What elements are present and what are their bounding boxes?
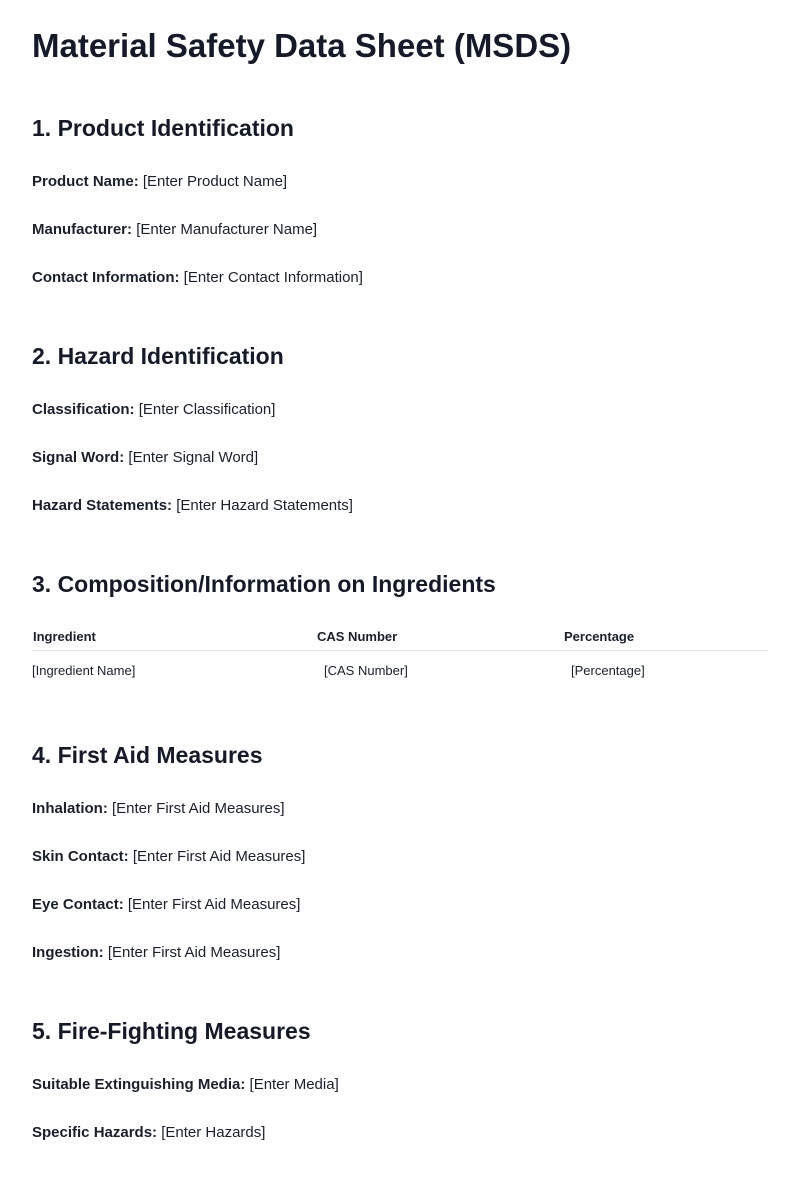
field-ingestion	[32, 943, 280, 963]
field-label: Hazard Statements:	[32, 497, 173, 514]
field-hazard-statements	[32, 496, 353, 516]
field-label: Contact Information:	[32, 269, 180, 286]
table-cell-ingredient: [Ingredient Name]	[32, 663, 136, 678]
section-heading-hazard-identification: 2. Hazard Identification	[32, 343, 284, 369]
section-heading-first-aid: 4. First Aid Measures	[32, 742, 263, 768]
field-label: Eye Contact:	[32, 896, 124, 913]
table-cell-percentage: [Percentage]	[571, 663, 645, 678]
field-value: [Enter Classification]	[138, 401, 276, 418]
column-header-ingredient: Ingredient	[33, 629, 96, 644]
field-label: Inhalation:	[32, 800, 108, 817]
field-extinguishing-media	[32, 1075, 339, 1095]
field-value: [Enter First Aid Measures]	[132, 848, 306, 865]
field-label: Ingestion:	[32, 944, 104, 961]
field-classification	[32, 400, 275, 420]
field-value: [Enter Media]	[249, 1076, 339, 1093]
field-manufacturer	[32, 220, 317, 240]
table-cell-cas-number: [CAS Number]	[324, 663, 408, 678]
field-skin-contact	[32, 847, 305, 867]
table-row	[32, 661, 768, 681]
field-label: Manufacturer:	[32, 221, 133, 238]
field-label: Classification:	[32, 401, 135, 418]
page-title: Material Safety Data Sheet (MSDS)	[32, 27, 572, 64]
field-value: [Enter Manufacturer Name]	[136, 221, 318, 238]
field-label: Skin Contact:	[32, 848, 129, 865]
field-value: [Enter First Aid Measures]	[112, 800, 285, 817]
field-specific-hazards	[32, 1123, 265, 1143]
column-header-cas-number: CAS Number	[317, 629, 398, 644]
field-contact-information	[32, 268, 363, 288]
field-value: [Enter Contact Information]	[183, 269, 363, 286]
field-label: Signal Word:	[32, 449, 125, 466]
field-signal-word	[32, 448, 258, 468]
field-value: [Enter Signal Word]	[128, 449, 259, 466]
field-product-name	[32, 172, 287, 192]
field-label: Specific Hazards:	[32, 1124, 158, 1141]
field-label: Suitable Extinguishing Media:	[32, 1076, 246, 1093]
field-value: [Enter First Aid Measures]	[107, 944, 281, 961]
field-value: [Enter Product Name]	[142, 173, 288, 190]
section-heading-composition: 3. Composition/Information on Ingredients	[32, 571, 496, 597]
field-label: Product Name:	[32, 173, 139, 190]
field-value: [Enter Hazard Statements]	[176, 497, 353, 514]
section-heading-fire-fighting: 5. Fire-Fighting Measures	[32, 1018, 311, 1044]
column-header-percentage: Percentage	[564, 629, 635, 644]
ingredients-table-header	[32, 627, 768, 647]
table-divider	[32, 650, 768, 651]
field-eye-contact	[32, 895, 300, 915]
field-value: [Enter Hazards]	[161, 1124, 266, 1141]
field-value: [Enter First Aid Measures]	[127, 896, 301, 913]
field-inhalation	[32, 799, 285, 819]
section-heading-product-identification: 1. Product Identification	[32, 115, 294, 141]
